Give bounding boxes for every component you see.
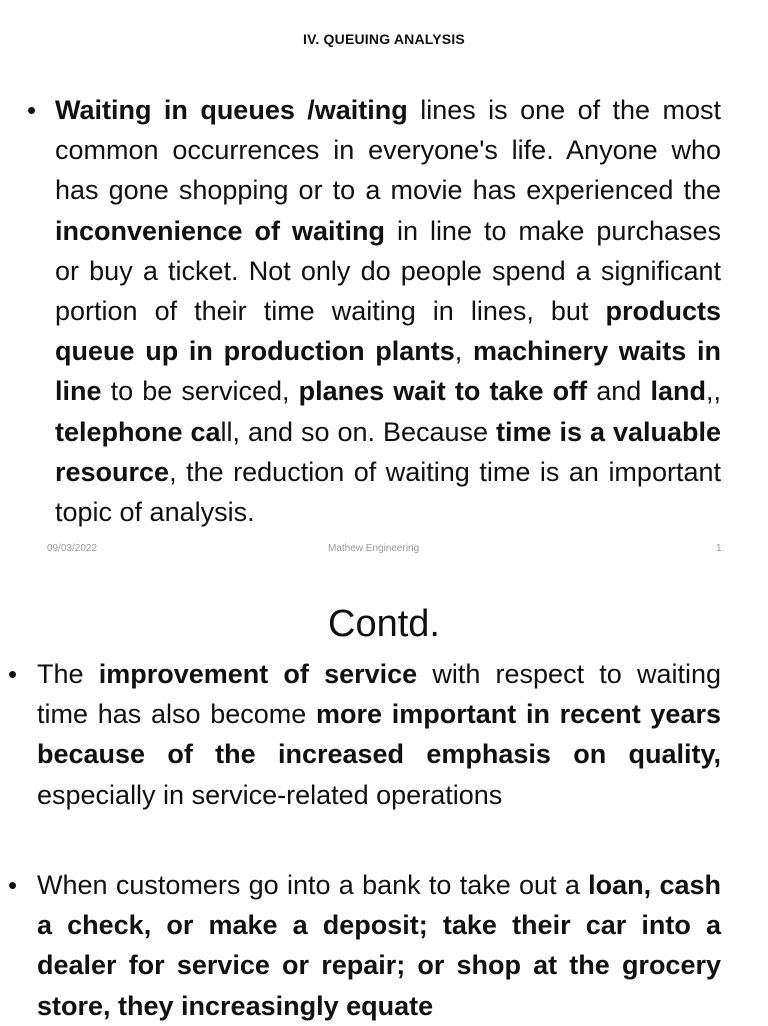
bold-text-run: more important in recent years because of the increased emphasis on quality, bbox=[37, 699, 721, 770]
text-run: ,, bbox=[705, 376, 721, 407]
bullet-marker: • bbox=[8, 870, 18, 900]
bold-text-run: time is a valuable resource bbox=[55, 416, 722, 487]
text-run: When customers go into a bank to take out a bbox=[37, 870, 589, 900]
bullet-marker: • bbox=[27, 95, 37, 125]
text-run: , bbox=[454, 336, 474, 367]
bold-text-run: telephone ca bbox=[55, 416, 221, 447]
slide-title: IV. QUEUING ANALYSIS bbox=[303, 31, 465, 47]
text-run: in line to make purchases or buy a ticket. Not only do people spend a significant portion of their time waiting in lines, but bbox=[55, 215, 721, 327]
footer-text: Mathew Engineering bbox=[328, 543, 420, 554]
text-run: lines is one of the most common occurrences in everyone's life. Anyone who has gone shopping or to a movie has experienced the bbox=[55, 95, 721, 206]
bold-text-run: products queue up in production plants bbox=[55, 296, 721, 367]
bold-text-run: planes wait to take off bbox=[298, 376, 588, 407]
bold-text-run: land bbox=[650, 376, 706, 407]
text-run: The bbox=[37, 659, 99, 689]
bullet-paragraph bbox=[55, 90, 721, 532]
text-run: , the reduction of waiting time is an important topic of analysis. bbox=[55, 456, 721, 528]
bold-text-run: Waiting in queues /waiting bbox=[55, 95, 408, 125]
bold-text-run: inconvenience of waiting bbox=[55, 215, 385, 246]
slide-title: Contd. bbox=[328, 603, 440, 645]
bullet-marker: • bbox=[8, 659, 18, 689]
bold-text-run: improvement of service bbox=[98, 659, 418, 689]
bold-text-run: loan, cash a check, or make a deposit; take their car into a dealer for service or repair; or shop at the grocery store, they increasingly equate bbox=[37, 870, 722, 1021]
footer-page-number: 1 bbox=[716, 543, 722, 554]
text-run: especially in service-related operations bbox=[37, 779, 503, 810]
bullet-paragraph-service bbox=[37, 654, 721, 815]
text-run: to be serviced, bbox=[101, 376, 299, 407]
slide-2 bbox=[0, 575, 768, 1024]
text-run: ll, and so on. Because bbox=[220, 416, 497, 447]
text-run: and bbox=[587, 376, 651, 407]
footer-date: 09/03/2022 bbox=[47, 543, 98, 554]
bold-text-run: machinery waits in line bbox=[55, 336, 722, 407]
bullet-paragraph-customers bbox=[37, 865, 721, 1026]
text-run: with respect to waiting time has also become bbox=[37, 659, 721, 730]
